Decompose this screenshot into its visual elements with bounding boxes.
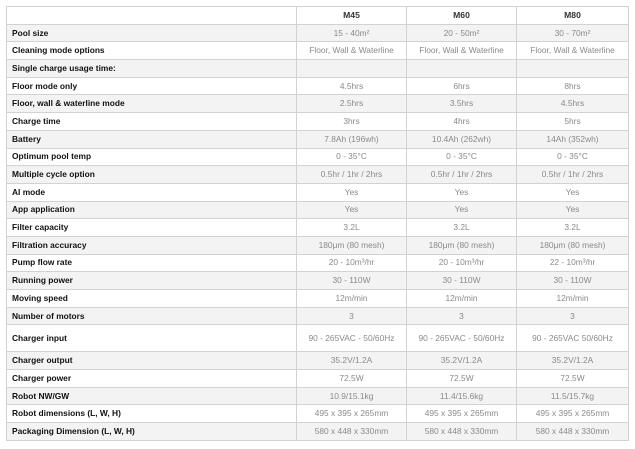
- table-row: [7, 254, 629, 272]
- table-row: [7, 24, 629, 42]
- spec-label: Single charge usage time:: [7, 60, 297, 78]
- table-row: [7, 113, 629, 131]
- spec-label: Battery: [7, 130, 297, 148]
- spec-value-m80: 3.2L: [517, 219, 629, 237]
- spec-value-m60: 3.2L: [407, 219, 517, 237]
- spec-label: Charge time: [7, 113, 297, 131]
- spec-value-m80: 72.5W: [517, 370, 629, 388]
- spec-value-m60: 580 x 448 x 330mm: [407, 423, 517, 441]
- spec-value-m80: 3: [517, 307, 629, 325]
- spec-value-m80: Floor, Wall & Waterline: [517, 42, 629, 60]
- spec-value-m45: 15 - 40m²: [297, 24, 407, 42]
- spec-value-m45: Yes: [297, 201, 407, 219]
- spec-value-m80: 35.2V/1.2A: [517, 352, 629, 370]
- spec-value-m45: 4.5hrs: [297, 77, 407, 95]
- table-row: [7, 201, 629, 219]
- spec-value-m80: 0.5hr / 1hr / 2hrs: [517, 166, 629, 184]
- spec-value-m45: 20 - 10m³/hr: [297, 254, 407, 272]
- header-model-m60: M60: [407, 7, 517, 25]
- spec-label: Multiple cycle option: [7, 166, 297, 184]
- spec-value-m60: 6hrs: [407, 77, 517, 95]
- spec-value-m60: 12m/min: [407, 290, 517, 308]
- spec-value-m60: 0 - 35°C: [407, 148, 517, 166]
- table-row: [7, 352, 629, 370]
- spec-value-m45: 30 - 110W: [297, 272, 407, 290]
- spec-value-m60: 72.5W: [407, 370, 517, 388]
- spec-value-m45: 3.2L: [297, 219, 407, 237]
- spec-label: Filter capacity: [7, 219, 297, 237]
- spec-label: Charger output: [7, 352, 297, 370]
- spec-value-m60: 3: [407, 307, 517, 325]
- spec-value-m80: 8hrs: [517, 77, 629, 95]
- spec-value-m60: 30 - 110W: [407, 272, 517, 290]
- spec-value-m45: 0 - 35°C: [297, 148, 407, 166]
- spec-label: Floor mode only: [7, 77, 297, 95]
- table-row: [7, 290, 629, 308]
- spec-value-m60: 20 - 10m³/hr: [407, 254, 517, 272]
- spec-value-m60: [407, 60, 517, 78]
- spec-value-m80: [517, 60, 629, 78]
- spec-value-m60: 495 x 395 x 265mm: [407, 405, 517, 423]
- table-row: [7, 60, 629, 78]
- table-row: [7, 95, 629, 113]
- table-row: [7, 166, 629, 184]
- spec-label: Charger power: [7, 370, 297, 388]
- spec-value-m80: Yes: [517, 201, 629, 219]
- spec-value-m80: 0 - 35°C: [517, 148, 629, 166]
- header-model-m80: M80: [517, 7, 629, 25]
- spec-value-m60: Floor, Wall & Waterline: [407, 42, 517, 60]
- spec-value-m45: 3: [297, 307, 407, 325]
- spec-value-m80: 580 x 448 x 330mm: [517, 423, 629, 441]
- spec-value-m45: 0.5hr / 1hr / 2hrs: [297, 166, 407, 184]
- spec-value-m80: 90 - 265VAC 50/60Hz: [517, 325, 629, 352]
- spec-value-m80: 11.5/15.7kg: [517, 387, 629, 405]
- table-row: [7, 307, 629, 325]
- spec-value-m45: [297, 60, 407, 78]
- table-row: [7, 405, 629, 423]
- spec-value-m80: 495 x 395 x 265mm: [517, 405, 629, 423]
- table-row: [7, 148, 629, 166]
- spec-value-m45: Floor, Wall & Waterline: [297, 42, 407, 60]
- spec-value-m60: 35.2V/1.2A: [407, 352, 517, 370]
- spec-value-m60: 11.4/15.6kg: [407, 387, 517, 405]
- table-row: [7, 77, 629, 95]
- spec-value-m60: 20 - 50m²: [407, 24, 517, 42]
- spec-value-m80: 12m/min: [517, 290, 629, 308]
- spec-label: Optimum pool temp: [7, 148, 297, 166]
- header-spec-column: [7, 7, 297, 25]
- spec-value-m45: Yes: [297, 183, 407, 201]
- spec-value-m45: 495 x 395 x 265mm: [297, 405, 407, 423]
- spec-value-m45: 180μm (80 mesh): [297, 236, 407, 254]
- spec-label: Pool size: [7, 24, 297, 42]
- spec-value-m60: Yes: [407, 183, 517, 201]
- spec-comparison-table: [6, 6, 629, 441]
- spec-label: Number of motors: [7, 307, 297, 325]
- header-row: [7, 7, 629, 25]
- spec-value-m60: 180μm (80 mesh): [407, 236, 517, 254]
- spec-value-m80: Yes: [517, 183, 629, 201]
- spec-value-m45: 72.5W: [297, 370, 407, 388]
- spec-label: Floor, wall & waterline mode: [7, 95, 297, 113]
- spec-table-body: [7, 24, 629, 440]
- spec-value-m60: Yes: [407, 201, 517, 219]
- spec-value-m80: 180μm (80 mesh): [517, 236, 629, 254]
- spec-label: Pump flow rate: [7, 254, 297, 272]
- spec-value-m80: 5hrs: [517, 113, 629, 131]
- spec-label: Moving speed: [7, 290, 297, 308]
- table-row: [7, 272, 629, 290]
- table-row: [7, 370, 629, 388]
- spec-value-m60: 4hrs: [407, 113, 517, 131]
- header-model-m45: M45: [297, 7, 407, 25]
- table-row: [7, 325, 629, 352]
- spec-label: Charger input: [7, 325, 297, 352]
- spec-value-m80: 22 - 10m³/hr: [517, 254, 629, 272]
- spec-label: Packaging Dimension (L, W, H): [7, 423, 297, 441]
- table-row: [7, 130, 629, 148]
- spec-value-m45: 35.2V/1.2A: [297, 352, 407, 370]
- spec-value-m45: 12m/min: [297, 290, 407, 308]
- spec-value-m60: 10.4Ah (262wh): [407, 130, 517, 148]
- table-row: [7, 42, 629, 60]
- spec-label: Robot NW/GW: [7, 387, 297, 405]
- spec-value-m45: 580 x 448 x 330mm: [297, 423, 407, 441]
- spec-value-m80: 4.5hrs: [517, 95, 629, 113]
- spec-value-m60: 0.5hr / 1hr / 2hrs: [407, 166, 517, 184]
- spec-value-m45: 10.9/15.1kg: [297, 387, 407, 405]
- spec-value-m80: 14Ah (352wh): [517, 130, 629, 148]
- spec-value-m45: 90 - 265VAC - 50/60Hz: [297, 325, 407, 352]
- spec-value-m45: 7.8Ah (196wh): [297, 130, 407, 148]
- spec-value-m80: 30 - 70m²: [517, 24, 629, 42]
- table-row: [7, 183, 629, 201]
- spec-value-m80: 30 - 110W: [517, 272, 629, 290]
- spec-value-m60: 90 - 265VAC - 50/60Hz: [407, 325, 517, 352]
- spec-value-m45: 3hrs: [297, 113, 407, 131]
- spec-value-m45: 2.5hrs: [297, 95, 407, 113]
- spec-label: App application: [7, 201, 297, 219]
- table-row: [7, 387, 629, 405]
- spec-label: Filtration accuracy: [7, 236, 297, 254]
- spec-value-m60: 3.5hrs: [407, 95, 517, 113]
- table-row: [7, 219, 629, 237]
- spec-label: Robot dimensions (L, W, H): [7, 405, 297, 423]
- spec-label: Running power: [7, 272, 297, 290]
- table-row: [7, 236, 629, 254]
- spec-label: Cleaning mode options: [7, 42, 297, 60]
- table-row: [7, 423, 629, 441]
- spec-label: AI mode: [7, 183, 297, 201]
